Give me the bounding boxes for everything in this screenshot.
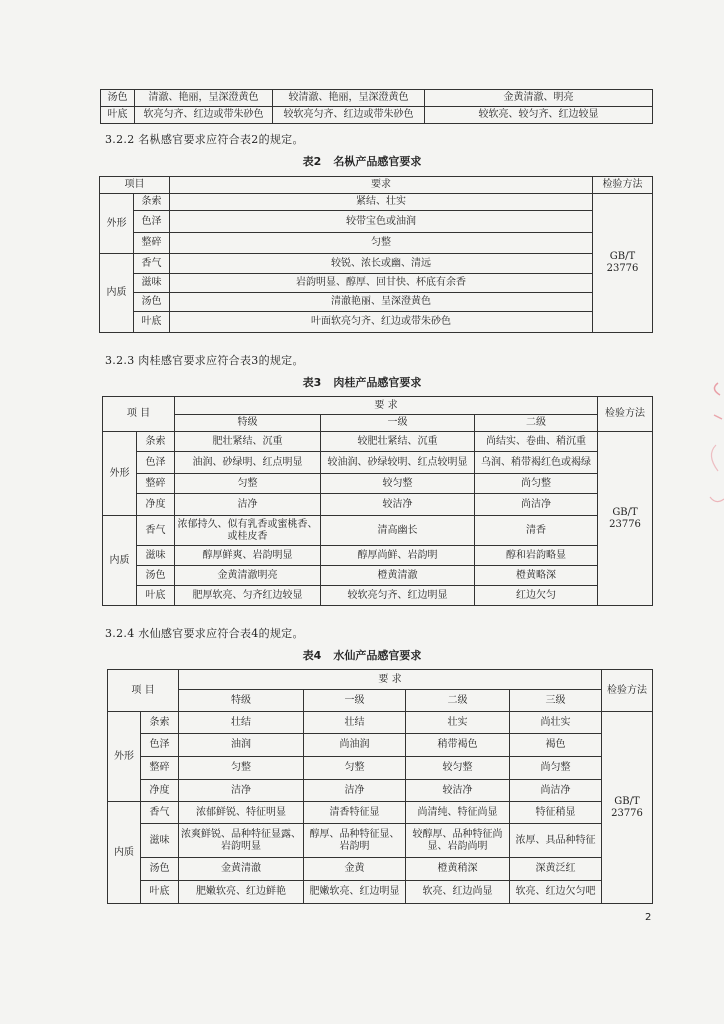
table-row <box>108 780 653 802</box>
cell: 肥厚软亮、匀齐红边较显 <box>175 586 321 606</box>
cell: 较带宝色或油润 <box>170 211 593 233</box>
table-row <box>103 494 653 516</box>
group-quality: 内质 <box>103 516 137 606</box>
cell: 橙黄清澈 <box>321 566 475 586</box>
table3-caption: 肉桂产品感官要求 <box>333 376 422 389</box>
grade-header: 特级 <box>179 690 304 712</box>
row-label: 叶底 <box>137 586 175 606</box>
cell: 尚清纯、特征尚显 <box>406 802 510 824</box>
row-label: 条索 <box>137 432 175 452</box>
method-cell: GB/T 23776 <box>598 432 653 606</box>
grade-header: 二级 <box>475 415 598 432</box>
cell: 较软亮匀齐、红边明显 <box>321 586 475 606</box>
section-3-2-3: 3.2.3 肉桂感官要求应符合表3的规定。 <box>105 354 304 367</box>
cell: 浓厚、具品种特征 <box>510 824 602 858</box>
cell: 较醇厚、品种特征尚显、岩韵尚明 <box>406 824 510 858</box>
table4-caption: 水仙产品感官要求 <box>333 649 422 662</box>
table-row <box>103 516 653 546</box>
page-number: 2 <box>645 912 652 923</box>
row-label: 汤色 <box>134 293 170 312</box>
cell: 壮结 <box>304 712 406 734</box>
header-item: 项 目 <box>103 397 175 432</box>
cell: 特征稍显 <box>510 802 602 824</box>
cell: 叶面软亮匀齐、红边或带朱砂色 <box>170 312 593 333</box>
row-label: 叶底 <box>134 312 170 333</box>
row-label: 叶底 <box>101 107 135 124</box>
cell: 匀整 <box>304 757 406 780</box>
row-label: 汤色 <box>137 566 175 586</box>
cell: 深黄泛红 <box>510 858 602 881</box>
row-label: 汤色 <box>101 90 135 107</box>
method-cell: GB/T 23776 <box>593 194 653 333</box>
cell: 较软亮匀齐、红边或带朱砂色 <box>273 107 425 124</box>
row-label: 条索 <box>134 194 170 211</box>
cell: 橙黄略深 <box>475 566 598 586</box>
row-label: 整碎 <box>137 474 175 494</box>
table-row <box>108 824 653 858</box>
table-header-row <box>103 397 653 415</box>
table-header-row <box>100 177 653 194</box>
row-label: 滋味 <box>134 274 170 293</box>
cell: 乌润、稍带褐红色或褐绿 <box>475 452 598 474</box>
table4-title <box>0 647 724 663</box>
header-method: 检验方法 <box>593 177 653 194</box>
cell: 清香特征显 <box>304 802 406 824</box>
cell: 清澈、艳丽，呈深澄黄色 <box>135 90 273 107</box>
table3-title <box>0 374 724 390</box>
table-row <box>103 586 653 606</box>
cell: 肥嫩软亮、红边鲜艳 <box>179 881 304 904</box>
cell: 较匀整 <box>321 474 475 494</box>
table-row <box>103 452 653 474</box>
group-appearance: 外形 <box>100 194 134 254</box>
table-row <box>100 211 653 233</box>
table-row <box>100 233 653 254</box>
cell: 岩韵明显、醇厚、回甘快、杯底有余香 <box>170 274 593 293</box>
cell: 浓爽鲜锐、品种特征显露、岩韵明显 <box>179 824 304 858</box>
cell: 壮实 <box>406 712 510 734</box>
grade-header: 二级 <box>406 690 510 712</box>
row-label: 条索 <box>141 712 179 734</box>
table-grade-row <box>108 690 653 712</box>
cell: 醇厚、品种特征显、岩韵明 <box>304 824 406 858</box>
row-label: 滋味 <box>137 546 175 566</box>
table4 <box>107 669 653 904</box>
cell: 浓郁鲜锐、特征明显 <box>179 802 304 824</box>
row-label: 色泽 <box>134 211 170 233</box>
table2 <box>99 176 653 333</box>
header-requirement: 要 求 <box>175 397 598 415</box>
cell: 醇厚鲜爽、岩韵明显 <box>175 546 321 566</box>
cell: 软亮、红边欠匀吧 <box>510 881 602 904</box>
cell: 红边欠匀 <box>475 586 598 606</box>
cell: 较匀整 <box>406 757 510 780</box>
table-row <box>100 312 653 333</box>
cell: 较洁净 <box>406 780 510 802</box>
row-label: 色泽 <box>137 452 175 474</box>
cell: 较洁净 <box>321 494 475 516</box>
cell: 洁净 <box>179 780 304 802</box>
row-label: 滋味 <box>141 824 179 858</box>
cell: 金黄清澈明亮 <box>175 566 321 586</box>
table2-number: 表2 <box>302 155 322 168</box>
table3-number: 表3 <box>302 376 322 389</box>
cell: 较锐、浓长或幽、清远 <box>170 254 593 274</box>
cell: 匀整 <box>179 757 304 780</box>
header-requirement: 要求 <box>170 177 593 194</box>
cell: 壮结 <box>179 712 304 734</box>
cell: 褐色 <box>510 734 602 757</box>
table3 <box>102 396 653 606</box>
cell: 醇厚尚鲜、岩韵明 <box>321 546 475 566</box>
table2-title <box>0 153 724 169</box>
header-item: 项 目 <box>108 670 179 712</box>
cell: 稍带褐色 <box>406 734 510 757</box>
cell: 尚匀整 <box>510 757 602 780</box>
cell: 较软亮、较匀齐、红边较显 <box>425 107 653 124</box>
table-row <box>108 712 653 734</box>
cell: 较肥壮紧结、沉重 <box>321 432 475 452</box>
header-method: 检验方法 <box>602 670 653 712</box>
seal-stamp-fragment <box>700 375 724 515</box>
row-label: 香气 <box>134 254 170 274</box>
table-header-row <box>108 670 653 690</box>
row-label: 整碎 <box>141 757 179 780</box>
cell: 软亮匀齐、红边或带朱砂色 <box>135 107 273 124</box>
table1-continued <box>100 89 653 124</box>
cell: 匀整 <box>170 233 593 254</box>
row-label: 色泽 <box>141 734 179 757</box>
cell: 紧结、壮实 <box>170 194 593 211</box>
row-label: 汤色 <box>141 858 179 881</box>
row-label: 净度 <box>141 780 179 802</box>
cell: 肥壮紧结、沉重 <box>175 432 321 452</box>
table-row <box>103 432 653 452</box>
group-quality: 内质 <box>108 802 141 904</box>
cell: 清香 <box>475 516 598 546</box>
table-row <box>103 474 653 494</box>
cell: 洁净 <box>175 494 321 516</box>
table-row <box>101 107 653 124</box>
table4-number: 表4 <box>302 649 322 662</box>
cell: 金黄清澈、明亮 <box>425 90 653 107</box>
group-appearance: 外形 <box>108 712 141 802</box>
cell: 浓郁持久、似有乳香或蜜桃香、或桂皮香 <box>175 516 321 546</box>
cell: 醇和岩韵略显 <box>475 546 598 566</box>
table2-caption: 名枞产品感官要求 <box>333 155 422 168</box>
table-row <box>108 802 653 824</box>
grade-header: 一级 <box>304 690 406 712</box>
cell: 金黄清澈 <box>179 858 304 881</box>
table-grade-row <box>103 415 653 432</box>
section-3-2-2: 3.2.2 名枞感官要求应符合表2的规定。 <box>105 133 304 146</box>
table-row <box>108 858 653 881</box>
table-row <box>103 566 653 586</box>
cell: 油润、砂绿明、红点明显 <box>175 452 321 474</box>
cell: 软亮、红边尚显 <box>406 881 510 904</box>
cell: 较油润、砂绿较明、红点较明显 <box>321 452 475 474</box>
method-cell: GB/T 23776 <box>602 712 653 904</box>
cell: 洁净 <box>304 780 406 802</box>
row-label: 香气 <box>141 802 179 824</box>
table-row <box>100 194 653 211</box>
cell: 油润 <box>179 734 304 757</box>
cell: 尚油润 <box>304 734 406 757</box>
cell: 橙黄稍深 <box>406 858 510 881</box>
table-row <box>108 881 653 904</box>
row-label: 净度 <box>137 494 175 516</box>
group-appearance: 外形 <box>103 432 137 516</box>
table-row <box>108 757 653 780</box>
cell: 尚结实、卷曲、稍沉重 <box>475 432 598 452</box>
group-quality: 内质 <box>100 254 134 333</box>
header-method: 检验方法 <box>598 397 653 432</box>
row-label: 整碎 <box>134 233 170 254</box>
cell: 金黄 <box>304 858 406 881</box>
table-row <box>101 90 653 107</box>
table-row <box>100 254 653 274</box>
cell: 尚洁净 <box>475 494 598 516</box>
cell: 较清澈、艳丽，呈深澄黄色 <box>273 90 425 107</box>
cell: 清高幽长 <box>321 516 475 546</box>
grade-header: 特级 <box>175 415 321 432</box>
cell: 尚洁净 <box>510 780 602 802</box>
header-item: 项目 <box>100 177 170 194</box>
table-row <box>103 546 653 566</box>
grade-header: 三级 <box>510 690 602 712</box>
cell: 清澈艳丽、呈深澄黄色 <box>170 293 593 312</box>
cell: 匀整 <box>175 474 321 494</box>
cell: 尚壮实 <box>510 712 602 734</box>
section-3-2-4: 3.2.4 水仙感官要求应符合表4的规定。 <box>105 627 304 640</box>
cell: 尚匀整 <box>475 474 598 494</box>
grade-header: 一级 <box>321 415 475 432</box>
table-row <box>100 274 653 293</box>
table-row <box>100 293 653 312</box>
header-requirement: 要 求 <box>179 670 602 690</box>
row-label: 香气 <box>137 516 175 546</box>
cell: 肥嫩软亮、红边明显 <box>304 881 406 904</box>
row-label: 叶底 <box>141 881 179 904</box>
table-row <box>108 734 653 757</box>
